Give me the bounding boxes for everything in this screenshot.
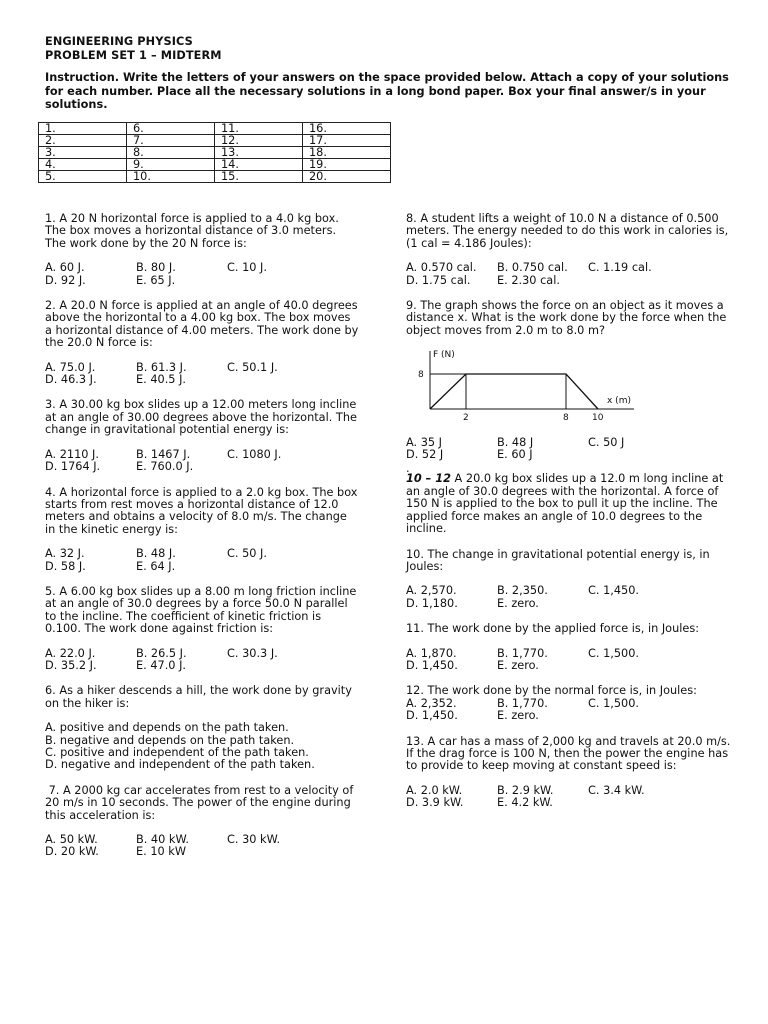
choice-row: [406, 449, 731, 461]
choice-row: [406, 437, 731, 449]
choice: B. 48 J.: [136, 547, 176, 561]
choice: A. 35 J: [406, 435, 443, 449]
choice: C. 3.4 kW.: [588, 783, 645, 797]
choice: B. 2,350.: [497, 584, 548, 598]
choice: B. 61.3 J.: [136, 360, 187, 374]
question-text: 10. The change in gravitational potential energy is, in Joules:: [406, 547, 710, 573]
question-text: 4. A horizontal force is applied to a 2.0 kg box. The box starts from rest moves a horizontal distance of 12.0 meters and obtains a velocity of 8.0 m/s. The change in the kinetic energy is:: [45, 485, 358, 536]
choice: B. 1467 J.: [136, 447, 191, 461]
answer-cell: 1.: [39, 123, 127, 135]
answer-cell: 12.: [215, 135, 303, 147]
choice: A. 2110 J.: [45, 447, 99, 461]
question-range-label: 10 – 12: [406, 472, 451, 486]
questions-10-12-intro: [406, 473, 731, 535]
question-text: 3. A 30.00 kg box slides up a 12.00 meters long incline at an angle of 30.00 degrees above the horizontal. The change in gravitational potential energy is:: [45, 398, 357, 437]
question-text: 11. The work done by the applied force is, in Joules:: [406, 622, 700, 636]
choice-row: [45, 374, 360, 386]
choice-row: [45, 275, 360, 287]
choice: A. positive and depends on the path taken.: [45, 721, 289, 735]
choice: B. 2.9 kW.: [497, 783, 554, 797]
choice: D. 52 J: [406, 448, 444, 462]
choice-row: [406, 262, 731, 274]
question-text: 13. A car has a mass of 2,000 kg and travels at 20.0 m/s. If the drag force is 100 N, then the power the engine has to provide to keep moving at constant speed is:: [406, 734, 731, 773]
choice: E. zero.: [497, 709, 539, 723]
left-column: [45, 213, 360, 872]
answer-cell: 4.: [39, 159, 127, 171]
choice: A. 50 kW.: [45, 833, 98, 847]
choice: E. 10 kW: [136, 845, 186, 859]
answer-cell: 15.: [215, 171, 303, 183]
answer-cell: 7.: [127, 135, 215, 147]
answer-cell: 20.: [303, 171, 391, 183]
answer-cell: 16.: [303, 123, 391, 135]
choice: D. 1,180.: [406, 596, 458, 610]
question-1: [45, 213, 360, 287]
choice: A. 1,870.: [406, 646, 457, 660]
choice: D. 46.3 J.: [45, 373, 97, 387]
force-distance-graph: [406, 347, 646, 427]
choice: C. 1,450.: [588, 584, 640, 598]
answer-cell: 9.: [127, 159, 215, 171]
choice: C. 1,500.: [588, 696, 640, 710]
choice: C. 50.1 J.: [227, 360, 278, 374]
x-tick-label: 8: [563, 413, 569, 424]
question-7: [45, 785, 360, 859]
y-tick-label: 8: [418, 370, 424, 381]
answer-cell: 3.: [39, 147, 127, 159]
x-axis-label: x (m): [607, 396, 631, 407]
question-2: [45, 300, 360, 386]
choice: D. 3.9 kW.: [406, 796, 464, 810]
choice: D. 1764 J.: [45, 460, 101, 474]
question-11: [406, 623, 731, 672]
choice: C. 1080 J.: [227, 447, 282, 461]
question-text: 8. A student lifts a weight of 10.0 N a distance of 0.500 meters. The energy needed to do this work in calories is, (1 cal = 4.186 Joules):: [406, 212, 729, 250]
answer-cell: 18.: [303, 147, 391, 159]
choice: A. 75.0 J.: [45, 360, 96, 374]
choice: E. zero.: [497, 596, 539, 610]
choice-row: [45, 561, 360, 573]
x-tick-label: 2: [463, 413, 469, 424]
answer-cell: 2.: [39, 135, 127, 147]
choice-row: [406, 275, 731, 287]
choice: D. 92 J.: [45, 273, 86, 287]
question-text: 7. A 2000 kg car accelerates from rest to a velocity of 20 m/s in 10 seconds. The power of the engine during this acceleration is:: [45, 783, 357, 822]
intro-text: A 20.0 kg box slides up a 12.0 m long incline at an angle of 30.0 degrees with the horizontal. A force of 150 N is applied to the box to pull it up the incline. The applied force makes an angle of 10.0 degrees to the incline.: [406, 472, 724, 536]
question-6: [45, 685, 360, 771]
choice: B. 0.750 cal.: [497, 261, 568, 275]
choice: C. 50 J: [588, 435, 625, 449]
choice: E. 4.2 kW.: [497, 796, 553, 810]
answer-cell: 10.: [127, 171, 215, 183]
choice-row: [406, 660, 731, 672]
answer-cell: 13.: [215, 147, 303, 159]
choice: A. 2,570.: [406, 584, 457, 598]
question-13: [406, 736, 731, 810]
question-text: 9. The graph shows the force on an object as it moves a distance x. What is the work done by the force when the object moves from 2.0 m to 8.0 m?: [406, 299, 727, 337]
question-8: [406, 213, 731, 287]
choice: B. 1,770.: [497, 646, 548, 660]
question-text: 5. A 6.00 kg box slides up a 8.00 m long friction incline at an angle of 30.0 degrees by a force 50.0 N parallel to the incline. The coefficient of kinetic friction is 0.100. The work done against friction is:: [45, 584, 357, 636]
choice: E. 65 J.: [136, 273, 176, 287]
question-9: [406, 300, 731, 461]
choice: D. 58 J.: [45, 559, 86, 573]
choice: C. 30 kW.: [227, 833, 281, 847]
choice-row: [406, 585, 731, 597]
x-tick-label: 10: [592, 413, 604, 424]
choice: E. 760.0 J.: [136, 460, 194, 474]
choice: A. 0.570 cal.: [406, 261, 477, 275]
question-text: 12. The work done by the normal force is, in Joules:: [406, 684, 697, 698]
choice: E. 47.0 J.: [136, 658, 186, 672]
choice-row: [406, 710, 731, 722]
choice: A. 22.0 J.: [45, 646, 96, 660]
question-text: 2. A 20.0 N force is applied at an angle of 40.0 degrees above the horizontal to a 4.00 kg box. The box moves a horizontal distance of 4.00 meters. The work done by the 20.0 N force is:: [45, 299, 359, 350]
choice: A. 2,352.: [406, 696, 457, 710]
stray-dot: .: [406, 462, 410, 476]
choice-row: [45, 461, 360, 473]
answer-cell: 11.: [215, 123, 303, 135]
choice: E. zero.: [497, 658, 539, 672]
choice: E. 40.5 J.: [136, 373, 186, 387]
choice: B. 1,770.: [497, 696, 548, 710]
answer-cell: 8.: [127, 147, 215, 159]
question-text: [406, 473, 731, 535]
choice: C. 50 J.: [227, 547, 267, 561]
choice: C. 30.3 J.: [227, 646, 278, 660]
answer-cell: 14.: [215, 159, 303, 171]
choice-row: [45, 262, 360, 274]
table-row: [39, 159, 391, 171]
choice: D. 1,450.: [406, 709, 458, 723]
choice: E. 60 J: [497, 448, 533, 462]
table-row: [39, 147, 391, 159]
choice: A. 60 J.: [45, 261, 85, 275]
y-axis-label: F (N): [433, 350, 455, 361]
answer-table: [38, 122, 391, 183]
choice: D. negative and independent of the path taken.: [45, 758, 315, 772]
choice: A. 2.0 kW.: [406, 783, 463, 797]
choice-row: [406, 598, 731, 610]
document-header: [45, 35, 735, 112]
choice: B. 26.5 J.: [136, 646, 187, 660]
choice: B. negative and depends on the path taken.: [45, 733, 295, 747]
answer-cell: 17.: [303, 135, 391, 147]
choice: D. 1,450.: [406, 658, 458, 672]
choice-row: [45, 846, 360, 858]
choice: C. 1.19 cal.: [588, 261, 652, 275]
answer-cell: 5.: [39, 171, 127, 183]
table-row: [39, 135, 391, 147]
choice-row: [45, 660, 360, 672]
table-row: [39, 123, 391, 135]
choice: B. 80 J.: [136, 261, 176, 275]
question-12: [406, 685, 731, 722]
choice: D. 35.2 J.: [45, 658, 97, 672]
question-4: [45, 487, 360, 573]
question-3: [45, 399, 360, 473]
question-10: [406, 549, 731, 611]
choice-row: [45, 548, 360, 560]
choice: B. 48 J: [497, 435, 534, 449]
choice-row: [406, 797, 731, 809]
problem-set-title: PROBLEM SET 1 – MIDTERM: [45, 48, 222, 62]
question-5: [45, 586, 360, 672]
choice: D. 20 kW.: [45, 845, 99, 859]
instruction-text: Instruction. Write the letters of your answers on the space provided below. Attach a copy of your solutions for each number. Place all the necessary solutions in a long bond paper. Box your final answer/s in your solutions.: [45, 71, 729, 111]
right-column: [406, 213, 731, 823]
answer-cell: 19.: [303, 159, 391, 171]
choice: C. positive and independent of the path taken.: [45, 746, 309, 759]
answer-cell: 6.: [127, 123, 215, 135]
course-title: ENGINEERING PHYSICS: [45, 35, 193, 48]
choice: C. 1,500.: [588, 646, 640, 660]
choice: E. 64 J.: [136, 559, 176, 573]
table-row: [39, 171, 391, 183]
choice: D. 1.75 cal.: [406, 273, 471, 287]
force-curve: [430, 374, 598, 409]
question-text: 1. A 20 N horizontal force is applied to a 4.0 kg box. The box moves a horizontal distance of 3.0 meters. The work done by the 20 N force is:: [45, 212, 339, 250]
choice: A. 32 J.: [45, 547, 85, 561]
question-text: 6. As a hiker descends a hill, the work done by gravity on the hiker is:: [45, 684, 352, 710]
choice: E. 2.30 cal.: [497, 273, 560, 287]
choice: C. 10 J.: [227, 261, 267, 275]
choice: B. 40 kW.: [136, 833, 189, 847]
